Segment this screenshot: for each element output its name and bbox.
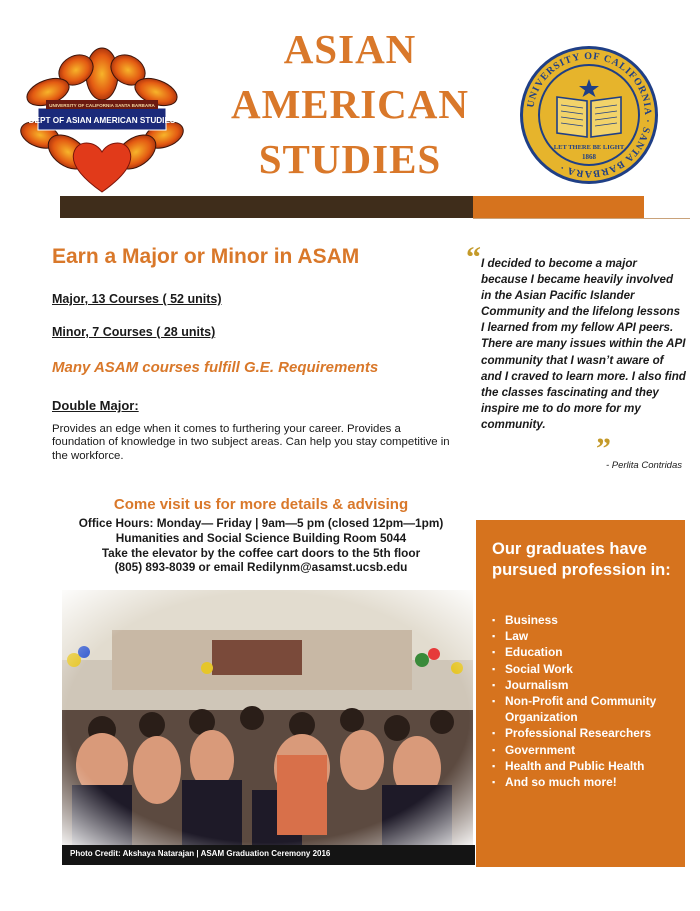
list-item: ▪ Business xyxy=(492,612,682,628)
profession-list xyxy=(492,612,682,790)
header-band-orange xyxy=(473,196,644,218)
major-requirement: Major, 13 Courses ( 52 units) xyxy=(52,292,222,306)
graduates-title: Our graduates have pursued profession in: xyxy=(492,540,671,579)
seal-motto: LET THERE BE LIGHT xyxy=(553,144,625,151)
quote-attribution: - Perlita Contridas xyxy=(605,460,682,471)
logo-top-text: UNIVERSITY OF CALIFORNIA SANTA BARBARA xyxy=(49,103,155,108)
office-location: Humanities and Social Science Building Room 5044 xyxy=(115,530,407,545)
contact-info: (805) 893-8039 or email Redilynm@asamst.ucsb.edu xyxy=(114,560,408,575)
header-divider xyxy=(473,218,690,219)
photo-caption: Photo Credit: Akshaya Natarajan | ASAM Graduation Ceremony 2016 xyxy=(70,849,331,858)
minor-requirement: Minor, 7 Courses ( 28 units) xyxy=(52,325,216,339)
list-item: ▪ And so much more! xyxy=(492,774,682,790)
list-item: ▪ Professional Researchers xyxy=(492,725,682,741)
open-quote-icon: “ xyxy=(466,241,481,274)
office-hours: Office Hours: Monday— Friday | 9am—5 pm (closed 12pm—1pm) xyxy=(78,516,444,530)
quote-text: I decided to become a major because I became heavily involved in the Asian Pacific Islander Community and the lifelong lessons I learned from my fellow API peers. There are many issues within the API community that I wasn’t aware of and I craved to learn more. I also find the classes fascinating and they inspire me to do more for my community. xyxy=(481,257,686,431)
list-item: ▪ Health and Public Health xyxy=(492,758,682,774)
asian-american-studies-logo xyxy=(18,40,186,195)
title-line: STUDIES xyxy=(258,136,442,182)
list-item: ▪ Law xyxy=(492,628,682,644)
double-major-title: Double Major: xyxy=(52,398,139,413)
title-line: AMERICAN xyxy=(230,81,470,127)
double-major-body: Provides an edge when it comes to furthering your career. Provides a foundation of knowledge in two subject areas. Can help you stay competitive in the workforce. xyxy=(52,423,450,462)
close-quote-icon: ” xyxy=(596,432,611,465)
graduation-ceremony-photo xyxy=(62,590,473,845)
visit-title: Come visit us for more details & advising xyxy=(113,496,409,513)
uc-santa-barbara-seal xyxy=(519,45,659,185)
title-line: ASIAN xyxy=(283,26,417,72)
page-title xyxy=(200,22,500,187)
list-item: ▪ Non-Profit and Community Organization xyxy=(492,693,682,725)
seal-year: 1868 xyxy=(582,153,596,161)
logo-text: DEPT OF ASIAN AMERICAN STUDIES xyxy=(28,116,176,125)
directions: Take the elevator by the coffee cart doors to the 5th floor xyxy=(101,545,421,560)
graduates-box xyxy=(476,520,685,867)
visit-info xyxy=(52,496,470,575)
header-band-dark xyxy=(60,196,473,218)
testimonial-quote xyxy=(481,256,686,433)
list-item: ▪ Social Work xyxy=(492,661,682,677)
seal-ring-text: UNIVERSITY OF CALIFORNIA · SANTA BARBARA · xyxy=(525,50,654,180)
list-item: ▪ Government xyxy=(492,742,682,758)
section-heading: Earn a Major or Minor in ASAM xyxy=(52,245,360,268)
list-item: ▪ Education xyxy=(492,644,682,660)
list-item: ▪ Journalism xyxy=(492,677,682,693)
photo-caption-bar xyxy=(62,845,475,865)
ge-note: Many ASAM courses fulfill G.E. Requirements xyxy=(52,359,379,376)
